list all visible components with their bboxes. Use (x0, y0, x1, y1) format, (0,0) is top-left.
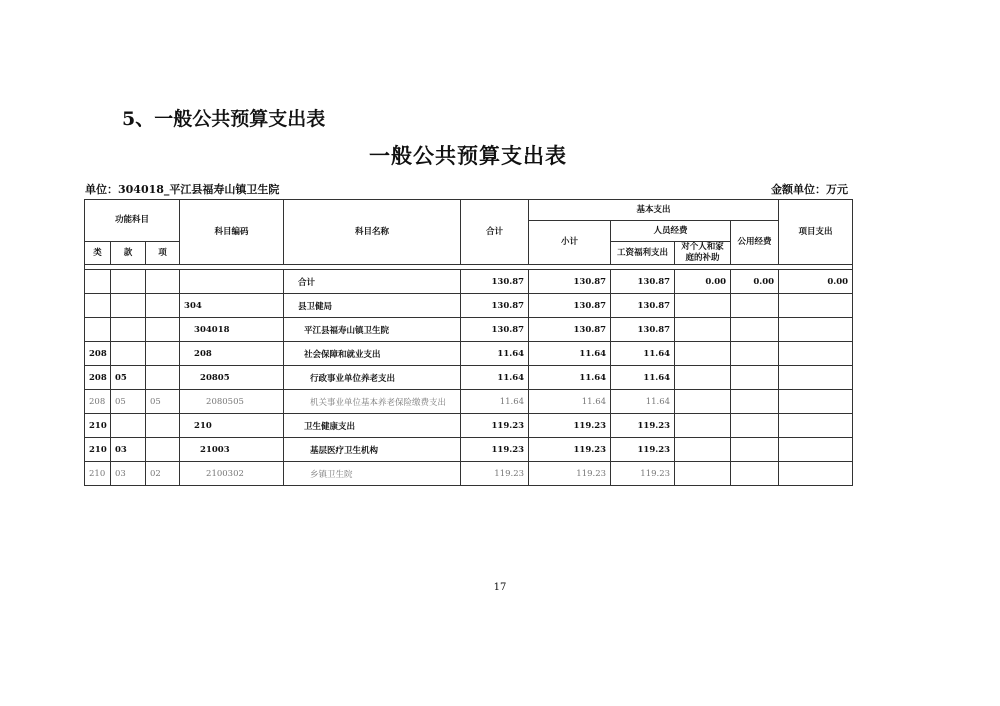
cell-salary: 11.64 (611, 366, 675, 390)
cell-name: 行政事业单位养老支出 (284, 366, 461, 390)
cell-lei: 210 (85, 414, 111, 438)
cell-xiang (146, 414, 180, 438)
cell-xiang: 05 (146, 390, 180, 414)
cell-name: 乡镇卫生院 (284, 462, 461, 486)
cell-project (779, 390, 853, 414)
cell-subtotal: 130.87 (529, 270, 611, 294)
table-row (85, 390, 853, 414)
cell-lei: 210 (85, 462, 111, 486)
cell-code: 304 (180, 294, 284, 318)
header-salary: 工资福利支出 (611, 242, 675, 265)
cell-subtotal: 130.87 (529, 318, 611, 342)
cell-salary: 130.87 (611, 318, 675, 342)
cell-salary: 130.87 (611, 270, 675, 294)
cell-lei: 208 (85, 366, 111, 390)
cell-public: 0.00 (731, 270, 779, 294)
section-title: 5、一般公共预算支出表 (122, 108, 326, 130)
table-row (85, 462, 853, 486)
cell-xiang (146, 342, 180, 366)
header-lei: 类 (85, 242, 111, 265)
table-row (85, 318, 853, 342)
cell-kuan (111, 414, 146, 438)
cell-lei (85, 270, 111, 294)
page-number: 17 (493, 582, 507, 593)
cell-public (731, 318, 779, 342)
cell-xiang (146, 366, 180, 390)
cell-kuan (111, 342, 146, 366)
cell-lei: 208 (85, 390, 111, 414)
cell-kuan: 03 (111, 438, 146, 462)
cell-total: 119.23 (461, 462, 529, 486)
cell-public (731, 462, 779, 486)
unit-label: 单位：304018_平江县福寿山镇卫生院 (85, 183, 280, 196)
cell-kuan (111, 318, 146, 342)
cell-project (779, 438, 853, 462)
header-personnel: 人员经费 (611, 221, 731, 242)
cell-subsidy (675, 318, 731, 342)
header-name: 科目名称 (284, 200, 461, 265)
cell-project (779, 366, 853, 390)
cell-kuan (111, 270, 146, 294)
table-row (85, 294, 853, 318)
cell-salary: 11.64 (611, 342, 675, 366)
table-row (85, 438, 853, 462)
cell-subsidy (675, 390, 731, 414)
cell-lei: 210 (85, 438, 111, 462)
cell-code: 2080505 (180, 390, 284, 414)
cell-kuan: 03 (111, 462, 146, 486)
cell-code (180, 270, 284, 294)
cell-total: 119.23 (461, 414, 529, 438)
table-row (85, 366, 853, 390)
cell-salary: 119.23 (611, 438, 675, 462)
cell-subsidy (675, 414, 731, 438)
header-func: 功能科目 (85, 200, 180, 242)
cell-xiang (146, 438, 180, 462)
header-subtotal: 小计 (529, 221, 611, 265)
cell-public (731, 390, 779, 414)
cell-public (731, 342, 779, 366)
cell-project (779, 414, 853, 438)
header-xiang: 项 (146, 242, 180, 265)
cell-kuan: 05 (111, 366, 146, 390)
cell-salary: 11.64 (611, 390, 675, 414)
cell-lei (85, 294, 111, 318)
cell-subsidy (675, 342, 731, 366)
cell-subtotal: 119.23 (529, 462, 611, 486)
cell-code: 210 (180, 414, 284, 438)
header-subsidy: 对个人和家庭的补助 (675, 242, 731, 265)
cell-xiang (146, 270, 180, 294)
cell-salary: 119.23 (611, 462, 675, 486)
table-row (85, 270, 853, 294)
cell-subsidy (675, 366, 731, 390)
cell-name: 县卫健局 (284, 294, 461, 318)
cell-project (779, 462, 853, 486)
cell-public (731, 438, 779, 462)
cell-name: 合计 (284, 270, 461, 294)
cell-total: 130.87 (461, 270, 529, 294)
cell-subsidy (675, 438, 731, 462)
budget-table (84, 199, 853, 486)
cell-subtotal: 130.87 (529, 294, 611, 318)
cell-subsidy: 0.00 (675, 270, 731, 294)
cell-xiang (146, 294, 180, 318)
cell-subtotal: 11.64 (529, 390, 611, 414)
cell-public (731, 414, 779, 438)
cell-project: 0.00 (779, 270, 853, 294)
header-public: 公用经费 (731, 221, 779, 265)
header-code: 科目编码 (180, 200, 284, 265)
header-project: 项目支出 (779, 200, 853, 265)
cell-name: 平江县福寿山镇卫生院 (284, 318, 461, 342)
cell-name: 社会保障和就业支出 (284, 342, 461, 366)
cell-subtotal: 11.64 (529, 342, 611, 366)
cell-project (779, 318, 853, 342)
cell-subtotal: 119.23 (529, 438, 611, 462)
cell-project (779, 342, 853, 366)
cell-project (779, 294, 853, 318)
cell-total: 11.64 (461, 342, 529, 366)
cell-subtotal: 11.64 (529, 366, 611, 390)
cell-lei: 208 (85, 342, 111, 366)
cell-kuan (111, 294, 146, 318)
cell-subsidy (675, 294, 731, 318)
cell-xiang: 02 (146, 462, 180, 486)
cell-salary: 119.23 (611, 414, 675, 438)
table-row (85, 414, 853, 438)
cell-code: 208 (180, 342, 284, 366)
header-basic: 基本支出 (529, 200, 779, 221)
header-kuan: 款 (111, 242, 146, 265)
cell-lei (85, 318, 111, 342)
cell-xiang (146, 318, 180, 342)
cell-name: 机关事业单位基本养老保险缴费支出 (284, 390, 461, 414)
cell-total: 130.87 (461, 294, 529, 318)
amount-unit-label: 金额单位：万元 (771, 183, 848, 196)
cell-name: 卫生健康支出 (284, 414, 461, 438)
cell-code: 20805 (180, 366, 284, 390)
cell-name: 基层医疗卫生机构 (284, 438, 461, 462)
cell-salary: 130.87 (611, 294, 675, 318)
cell-total: 130.87 (461, 318, 529, 342)
page-title: 一般公共预算支出表 (369, 143, 567, 168)
cell-code: 304018 (180, 318, 284, 342)
cell-subsidy (675, 462, 731, 486)
header-total: 合计 (461, 200, 529, 265)
cell-subtotal: 119.23 (529, 414, 611, 438)
table-row (85, 342, 853, 366)
cell-total: 11.64 (461, 390, 529, 414)
cell-code: 21003 (180, 438, 284, 462)
cell-total: 11.64 (461, 366, 529, 390)
cell-public (731, 366, 779, 390)
cell-public (731, 294, 779, 318)
cell-kuan: 05 (111, 390, 146, 414)
cell-total: 119.23 (461, 438, 529, 462)
cell-code: 2100302 (180, 462, 284, 486)
